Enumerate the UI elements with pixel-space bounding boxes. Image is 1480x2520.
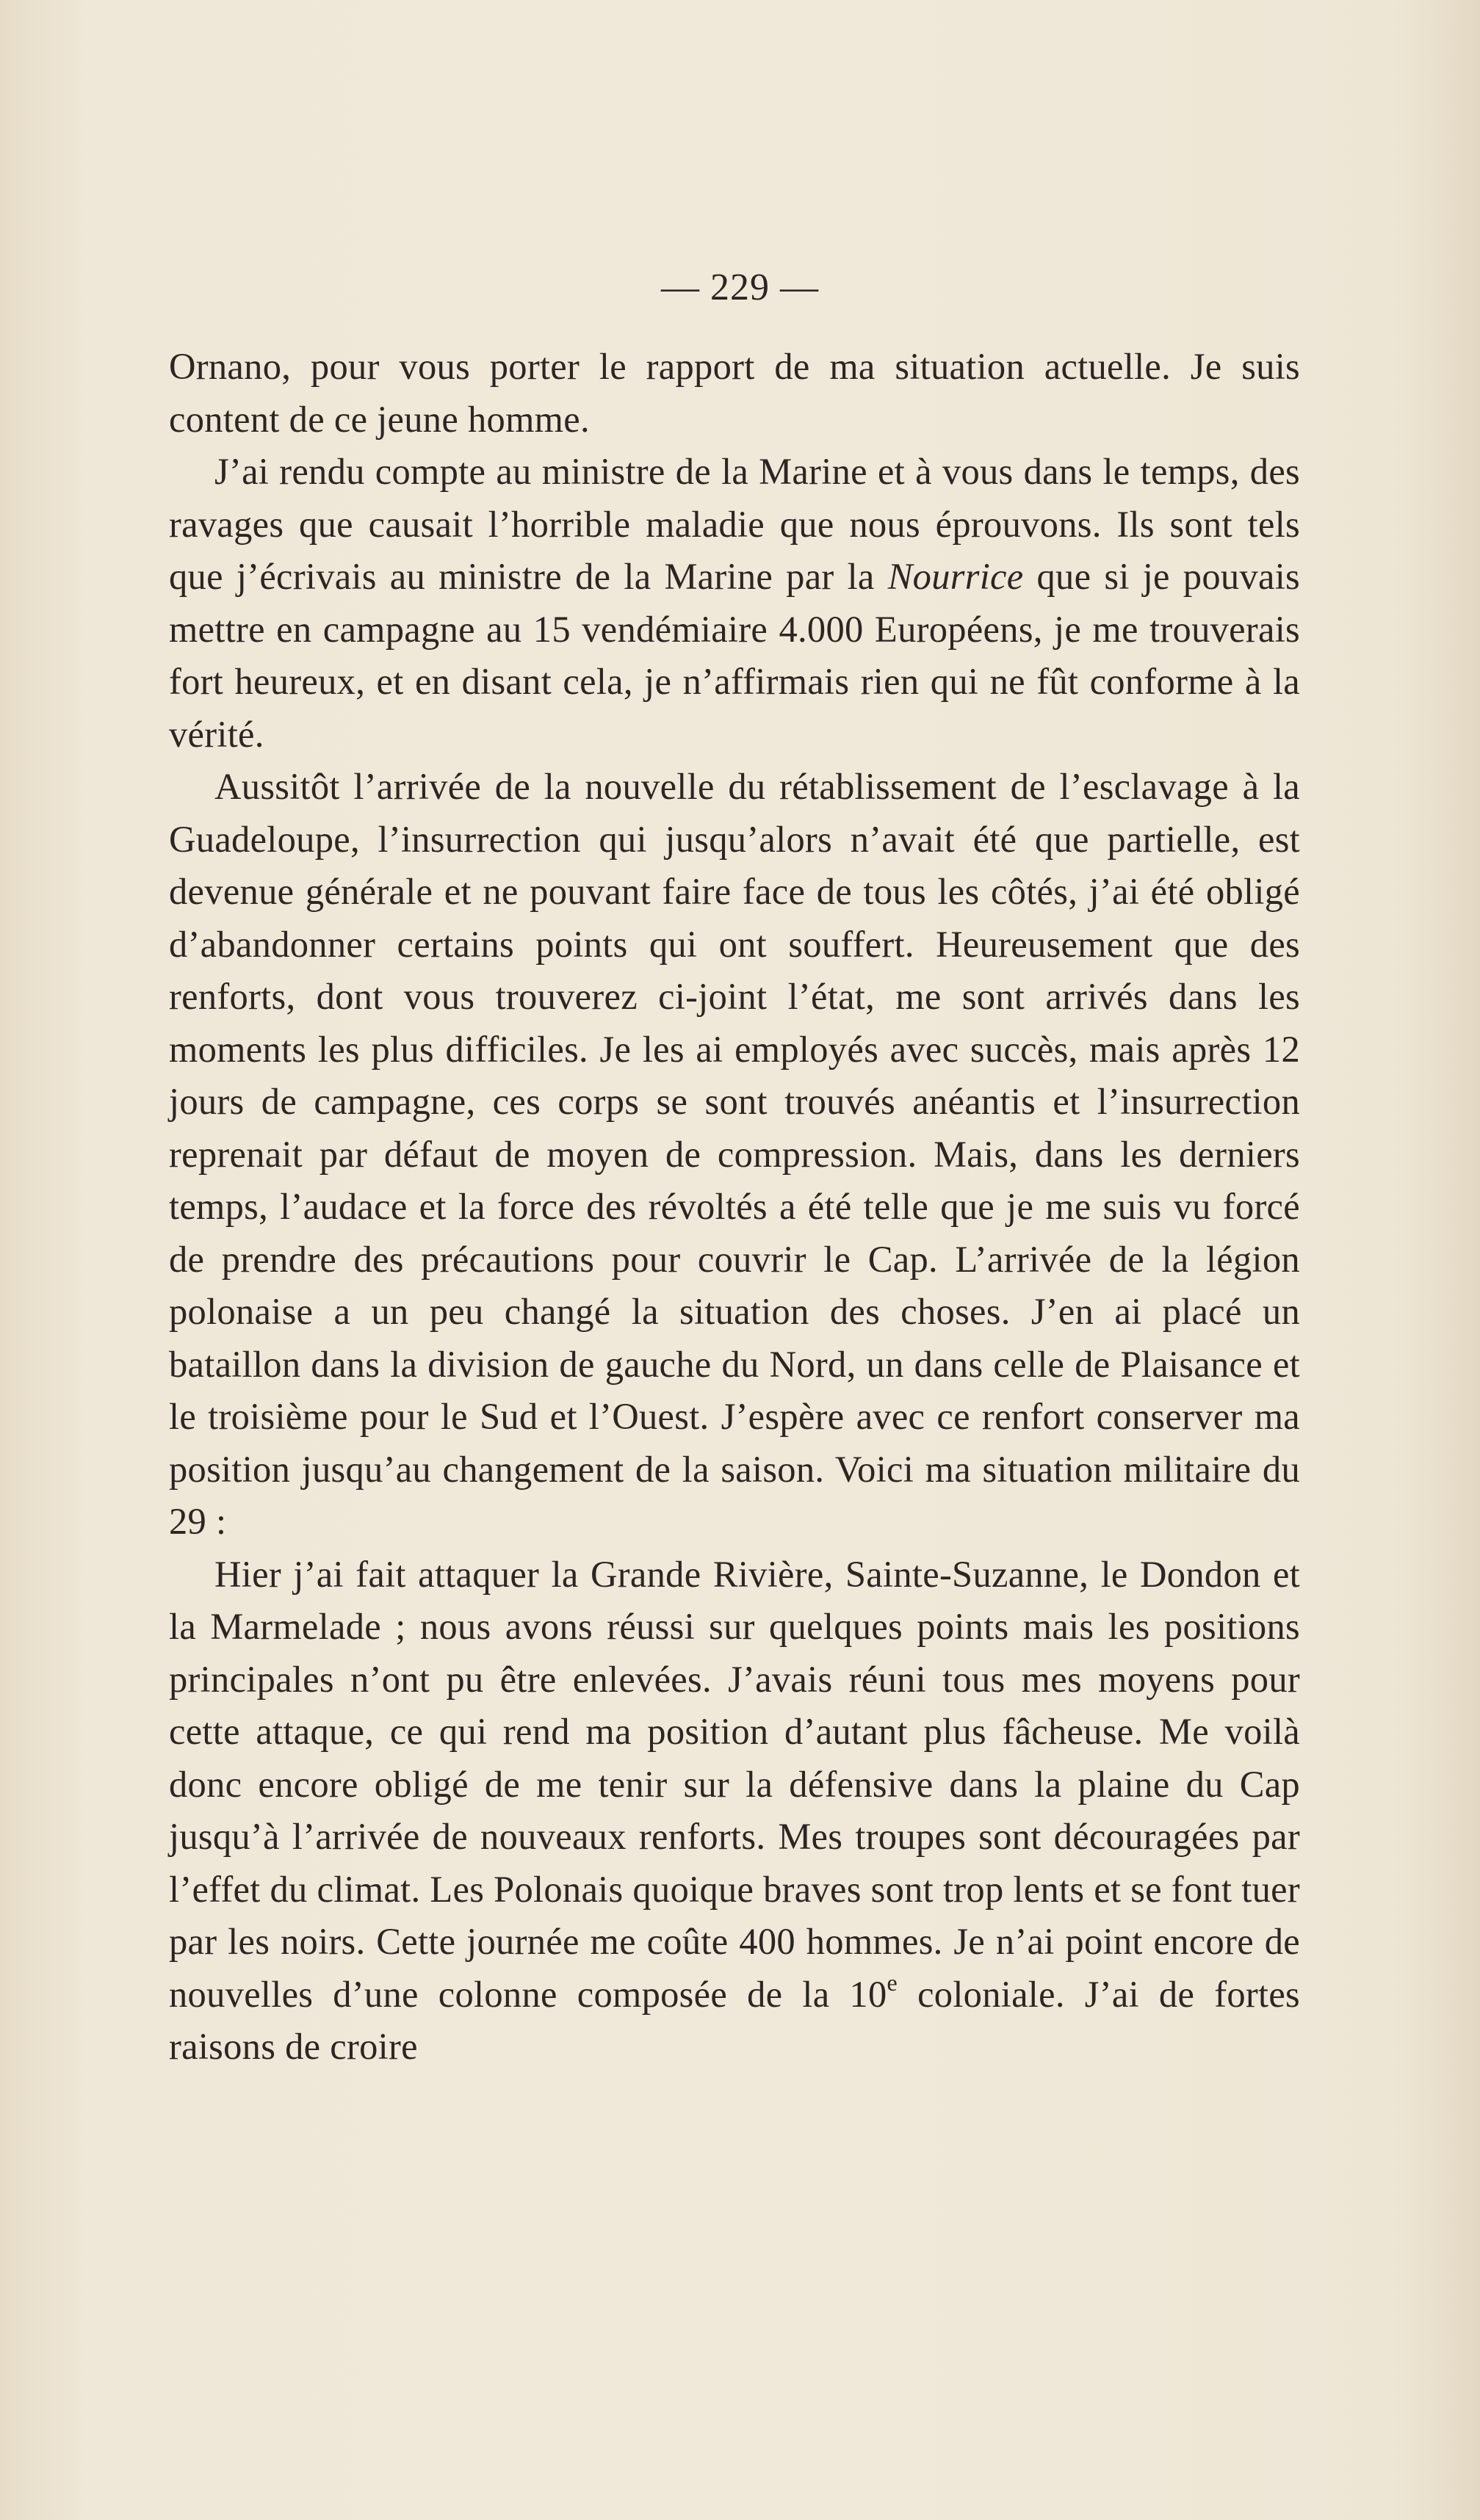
- ship-name-italic: Nourrice: [887, 556, 1024, 597]
- paragraph-3: Aussitôt l’arrivée de la nouvelle du rétablissement de l’esclavage à la Guadeloupe, l’insurrection qui jusqu’alors n’avait été que partielle, est devenue générale et ne pouvant faire face de tous les côtés, j’ai été obligé d’abandonner certains points qui ont souffert. Heureusement que des renforts, dont vous trouverez ci-joint l’état, me sont arrivés dans les moments les plus difficiles. Je les ai employés avec succès, mais après 12 jours de campagne, ces corps se sont trouvés anéantis et l’insurrection reprenait par défaut de moyen de compression. Mais, dans les derniers temps, l’audace et la force des révoltés a été telle que je me suis vu forcé de prendre des précautions pour couvrir le Cap. L’arrivée de la légion polonaise a un peu changé la situation des choses. J’en ai placé un bataillon dans la division de gauche du Nord, un dans celle de Plaisance et le troisième pour le Sud et l’Ouest. J’espère avec ce renfort conserver ma position jusqu’au changement de la saison. Voici ma situation militaire du 29 :: [169, 766, 1300, 1542]
- paragraph-2-text-start: J’ai rendu compte au ministre de la Marine et à vous dans le temps, des ravages que causait l’horrible maladie que nous éprouvons. Ils sont tels que j’écrivais au ministre de la Marine par la: [169, 451, 1300, 597]
- paragraph-2-text-end: que si je pouvais mettre en campagne au 15 vendémiaire 4.000 Européens, je me trouverais fort heureux, et en disant cela, je n’affirmais rien qui ne fût conforme à la vérité.: [169, 556, 1301, 755]
- paragraph-1: Ornano, pour vous porter le rapport de ma situation actuelle. Je suis content de ce jeune homme.: [169, 346, 1300, 440]
- body-text: [169, 341, 1300, 2074]
- paragraph-4-text-start: Hier j’ai fait attaquer la Grande Rivière, Sainte-Suzanne, le Dondon et la Marmelade ; nous avons réussi sur quelques points mais les positions principales n’ont pu être enlevées. J’avais réuni tous mes moyens pour cette attaque, ce qui rend ma position d’autant plus fâcheuse. Me voilà donc encore obligé de me tenir sur la défensive dans la plaine du Cap jusqu’à l’arrivée de nouveaux renforts. Mes troupes sont découragées par l’effet du climat. Les Polonais quoique braves sont trop lents et se font tuer par les noirs. Cette journée me coûte 400 hommes. Je n’ai point encore de nouvelles d’une colonne composée de la 10: [169, 1553, 1300, 2015]
- paragraph-2: [169, 446, 1300, 761]
- ordinal-superscript: e: [887, 1969, 898, 1996]
- page-number: — 229 —: [661, 267, 819, 308]
- paragraph-4: [169, 1549, 1300, 2074]
- paragraph-4-text-end: coloniale. J’ai de fortes raisons de croire: [169, 1973, 1300, 2067]
